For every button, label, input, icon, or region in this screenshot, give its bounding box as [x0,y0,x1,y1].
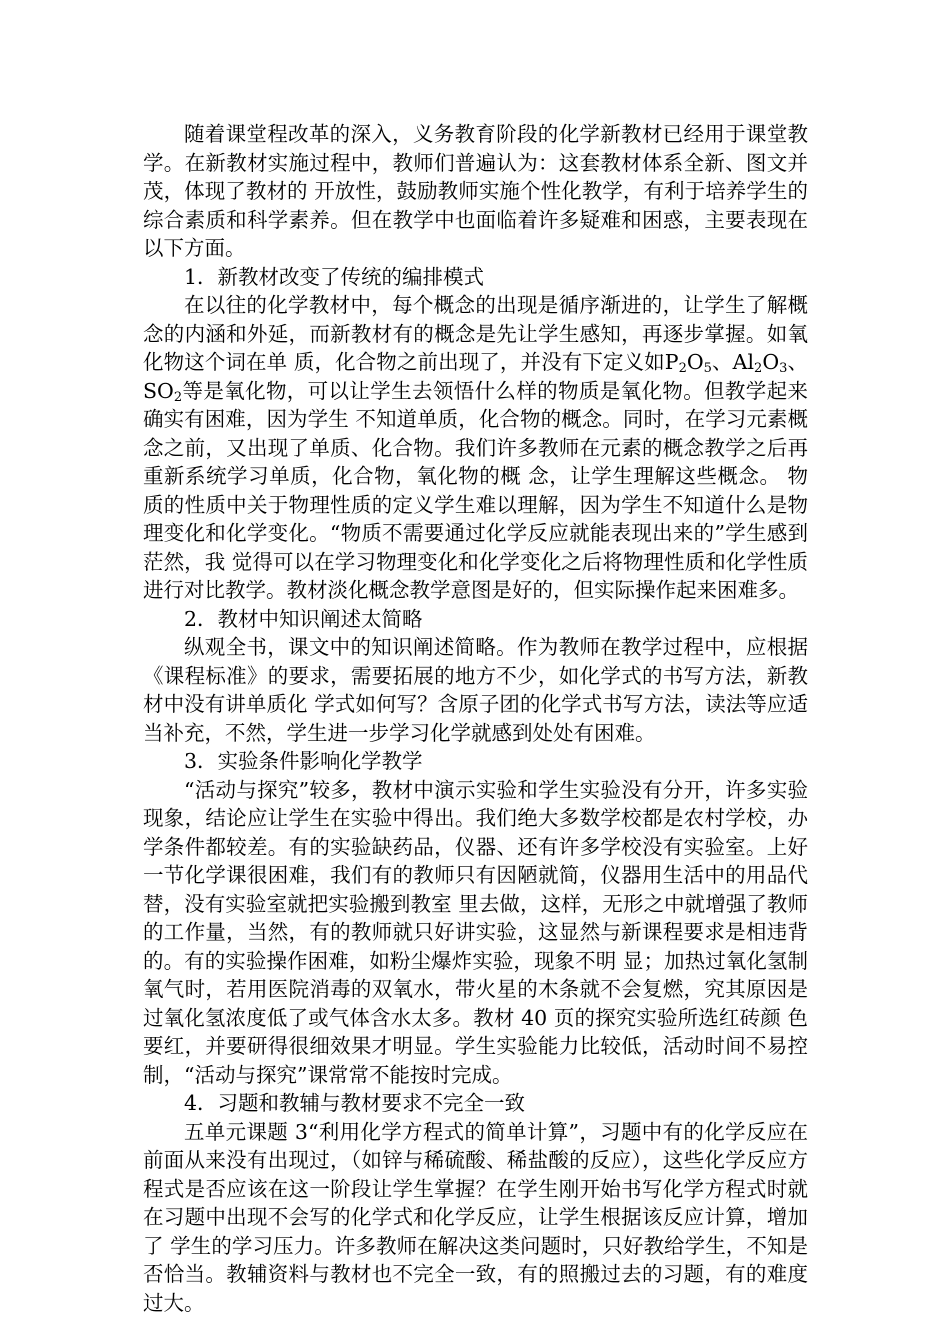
section-1-paragraph: 在以往的化学教材中，每个概念的出现是循序渐进的，让学生了解概念的内涵和外延，而新教材有的概念是先让学生感知，再逐步掌握。如氧化物这个词在单 质，化合物之前出现了，并没有下定义如$P_2O_5$、$Al_2O_3$、$SO_2$等是氧化物，可以让学生去领悟什么样的物质是氧化物。但教学起来确实有困难，因为学生 不知道单质，化合物的概念。同时，在学习元素概念之前，又出现了单质、化合物。我们许多教师在元素的概念教学之后再重新系统学习单质，化合物，氧化物的概 念，让学生理解这些概念。 物质的性质中关于物理性质的定义学生难以理解，因为学生不知道什么是物理变化和化学变化。“物质不需要通过化学反应就能表现出来的”学生感到茫然，我 觉得可以在学习物理变化和化学变化之后将物理性质和化学性质进行对比教学。教材淡化概念教学意图是好的，但实际操作起来困难多。 [143,293,809,602]
section-1-text-before: 在以往的化学教材中，每个概念的出现是循序渐进的，让学生了解概念的内涵和外延，而新教材有的概念是先让学生感知，再逐步掌握。如氧化物这个词在单 质，化合物之前出现了，并没有下定义如 [143,293,808,374]
section-3-paragraph: “活动与探究”较多，教材中演示实验和学生实验没有分开，许多实验现象，结论应让学生在实验中得出。我们绝大多数学校都是农村学校，办学条件都较差。有的实验缺药品，仪器、还有许多学校没有实验室。上好一节化学课很困难，我们有的教师只有因陋就简，仪器用生活中的用品代替，没有实验室就把实验搬到教室 里去做，这样，无形之中就增强了教师的工作量，当然，有的教师就只好讲实验，这显然与新课程要求是相违背的。有的实验操作困难，如粉尘爆炸实验，现象不明 显；加热过氧化氢制氧气时，若用医院消毒的双氧水，带火星的木条就不会复燃，究其原因是过氧化氢浓度低了或气体含水太多。教材 40 页的探究实验所选红砖颜 色要红，并要研得很细效果才明显。学生实验能力比较低，活动时间不易控制，“活动与探究”课常常不能按时完成。 [143,777,808,1087]
intro-paragraph: 随着课堂程改革的深入，义务教育阶段的化学新教材已经用于课堂教学。在新教材实施过程中，教师们普遍认为：这套教材体系全新、图文并茂，体现了教材的 开放性，鼓励教师实施个性化教学，有利于培养学生的综合素质和科学素养。但在教学中也面临着许多疑难和困惑，主要表现在以下方面。 [143,122,808,260]
formula-so2: $SO_2$ [143,378,183,405]
section-2-paragraph: 纵观全书，课文中的知识阐述简略。作为教师在教学过程中，应根据《课程标准》的要求，需要拓展的地方不少，如化学式的书写方法，新教材中没有讲单质化 学式如何写？含原子团的化学式书写方法，读法等应适当补充，不然，学生进一步学习化学就感到处处有困难。 [143,635,808,745]
formula-p2o5: $P_2O_5$ [664,350,712,376]
section-1-text-after: 等是氧化物，可以让学生去领悟什么样的物质是氧化物。但教学起来确实有困难，因为学生 不知道单质，化合物的概念。同时，在学习元素概念之前，又出现了单质、化合物。我们许多教师在元素的概念教学之后再重新系统学习单质，化合物，氧化物的概 念，让学生理解这些概念。 物质的性质中关于物理性质的定义学生难以理解，因为学生不知道什么是物理变化和化学变化。“物质不需要通过化学反应就能表现出来的”学生感到茫然，我 觉得可以在学习物理变化和化学变化之后将物理性质和化学性质进行对比教学。教材淡化概念教学意图是好的，但实际操作起来困难多。 [143,378,808,602]
section-heading-4: 4．习题和教辅与教材要求不完全一致 [184,1091,526,1115]
formula-al2o3: $Al_2O_3$ [732,350,788,376]
section-4-paragraph: 五单元课题 3“利用化学方程式的简单计算”，习题中有的化学反应在前面从来没有出现过，（如锌与稀硫酸、稀盐酸的反应），这些化学反应方程式是否应该在这一阶段让学生掌握？在学生刚开始书写化学方程式时就在习题中出现不会写的化学式和化学反应，让学生根据该反应计算，增加了 学生的学习压力。许多教师在解决这类问题时，只好教给学生，不知是否恰当。教辅资料与教材也不完全一致，有的照搬过去的习题，有的难度过大。 [143,1119,808,1315]
document-body [143,120,808,1317]
section-heading-1: 1．新教材改变了传统的编排模式 [184,264,485,289]
section-heading-3: 3．实验条件影响化学教学 [184,749,423,773]
section-heading-2: 2．教材中知识阐述太简略 [184,606,423,631]
